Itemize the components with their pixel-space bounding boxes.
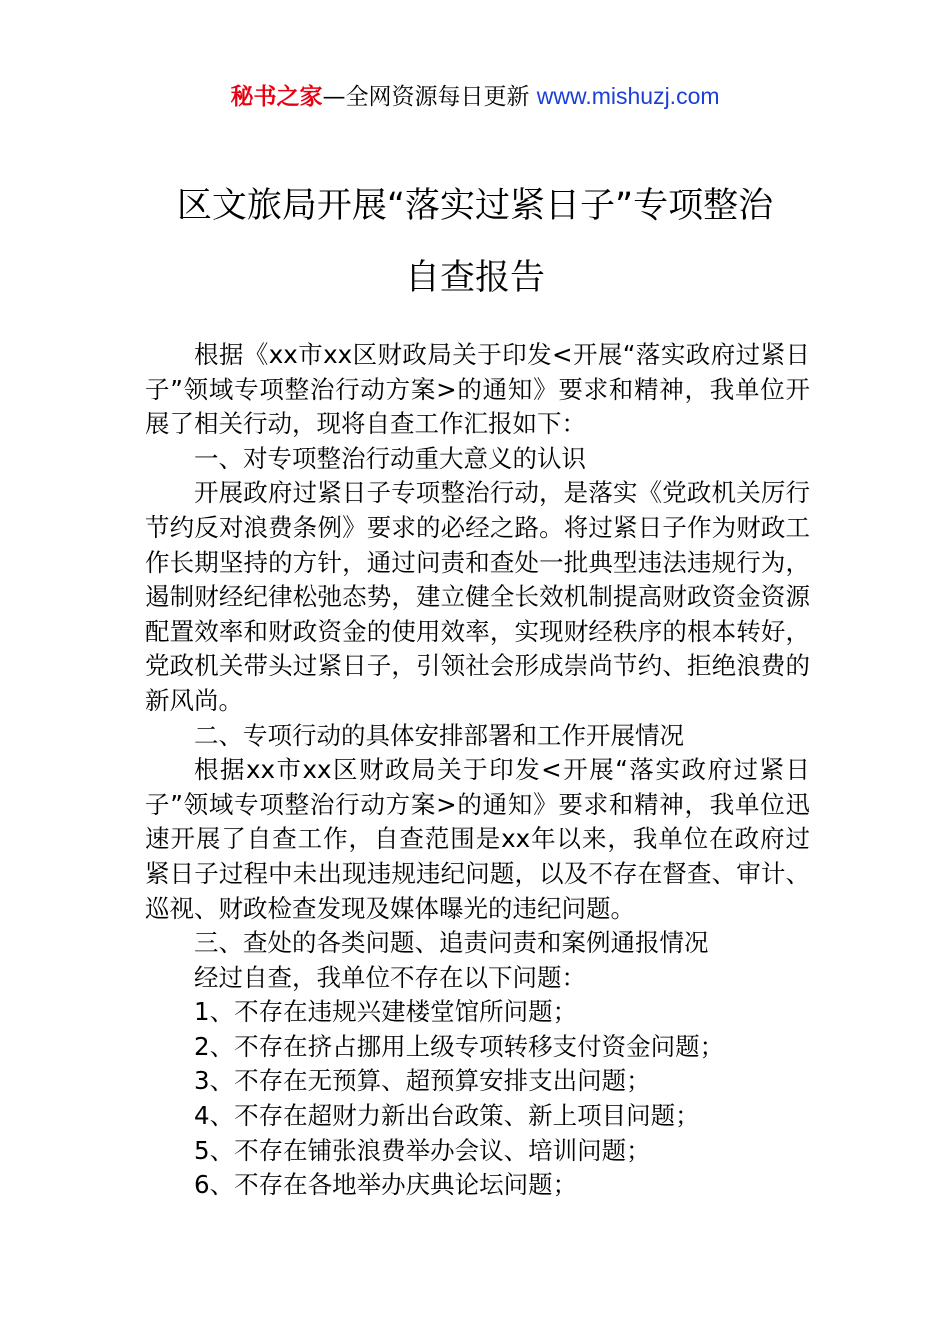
list-item: 6、不存在各地举办庆典论坛问题； xyxy=(194,1170,578,1200)
list-item: 5、不存在铺张浪费举办会议、培训问题； xyxy=(194,1135,651,1165)
site-header xyxy=(0,80,950,113)
section-1-paragraph: 开展政府过紧日子专项整治行动，是落实《党政机关厉行节约反对浪费条例》要求的必经之路。将过紧日子作为财政工作长期坚持的方针，通过问责和查处一批典型违法违规行为，遏制财经纪律松弛态势，建立健全长效机制提高财政资金资源配置效率和财政资金的使用效率，实现财经秩序的根本转好，党政机关带头过紧日子，引领社会形成崇尚节约、拒绝浪费的新风尚。 xyxy=(145,478,810,715)
section-heading-3: 三、查处的各类问题、追责问责和案例通报情况 xyxy=(194,928,709,958)
title-line-1: 区文旅局开展“落实过紧日子”专项整治 xyxy=(176,186,774,226)
intro-paragraph: 根据《xx市xx区财政局关于印发<开展“落实政府过紧日子”领域专项整治行动方案>的通知》要求和精神，我单位开展了相关行动，现将自查工作汇报如下： xyxy=(145,340,810,439)
document-body xyxy=(145,338,810,1203)
section-heading-1: 一、对专项整治行动重大意义的认识 xyxy=(194,443,586,473)
section-2-paragraph: 根据xx市xx区财政局关于印发<开展“落实政府过紧日子”领域专项整治行动方案>的通知》要求和精神，我单位迅速开展了自查工作，自查范围是xx年以来，我单位在政府过紧日子过程中未出现违规违纪问题，以及不存在督查、审计、巡视、财政检查发现及媒体曝光的违纪问题。 xyxy=(145,755,810,923)
list-item: 1、不存在违规兴建楼堂馆所问题； xyxy=(194,997,578,1027)
header-tagline: —全网资源每日更新 xyxy=(322,84,537,110)
section-heading-2: 二、专项行动的具体安排部署和工作开展情况 xyxy=(194,720,684,750)
title-line-2: 自查报告 xyxy=(404,258,545,298)
document-title xyxy=(0,170,950,314)
list-item: 3、不存在无预算、超预算安排支出问题； xyxy=(194,1066,651,1096)
list-item: 4、不存在超财力新出台政策、新上项目问题； xyxy=(194,1101,700,1131)
list-item: 2、不存在挤占挪用上级专项转移支付资金问题； xyxy=(194,1031,725,1061)
brand-name: 秘书之家 xyxy=(230,84,323,110)
site-url-link[interactable]: www.mishuzj.com xyxy=(536,83,720,109)
section-3-intro: 经过自查，我单位不存在以下问题： xyxy=(194,962,586,992)
